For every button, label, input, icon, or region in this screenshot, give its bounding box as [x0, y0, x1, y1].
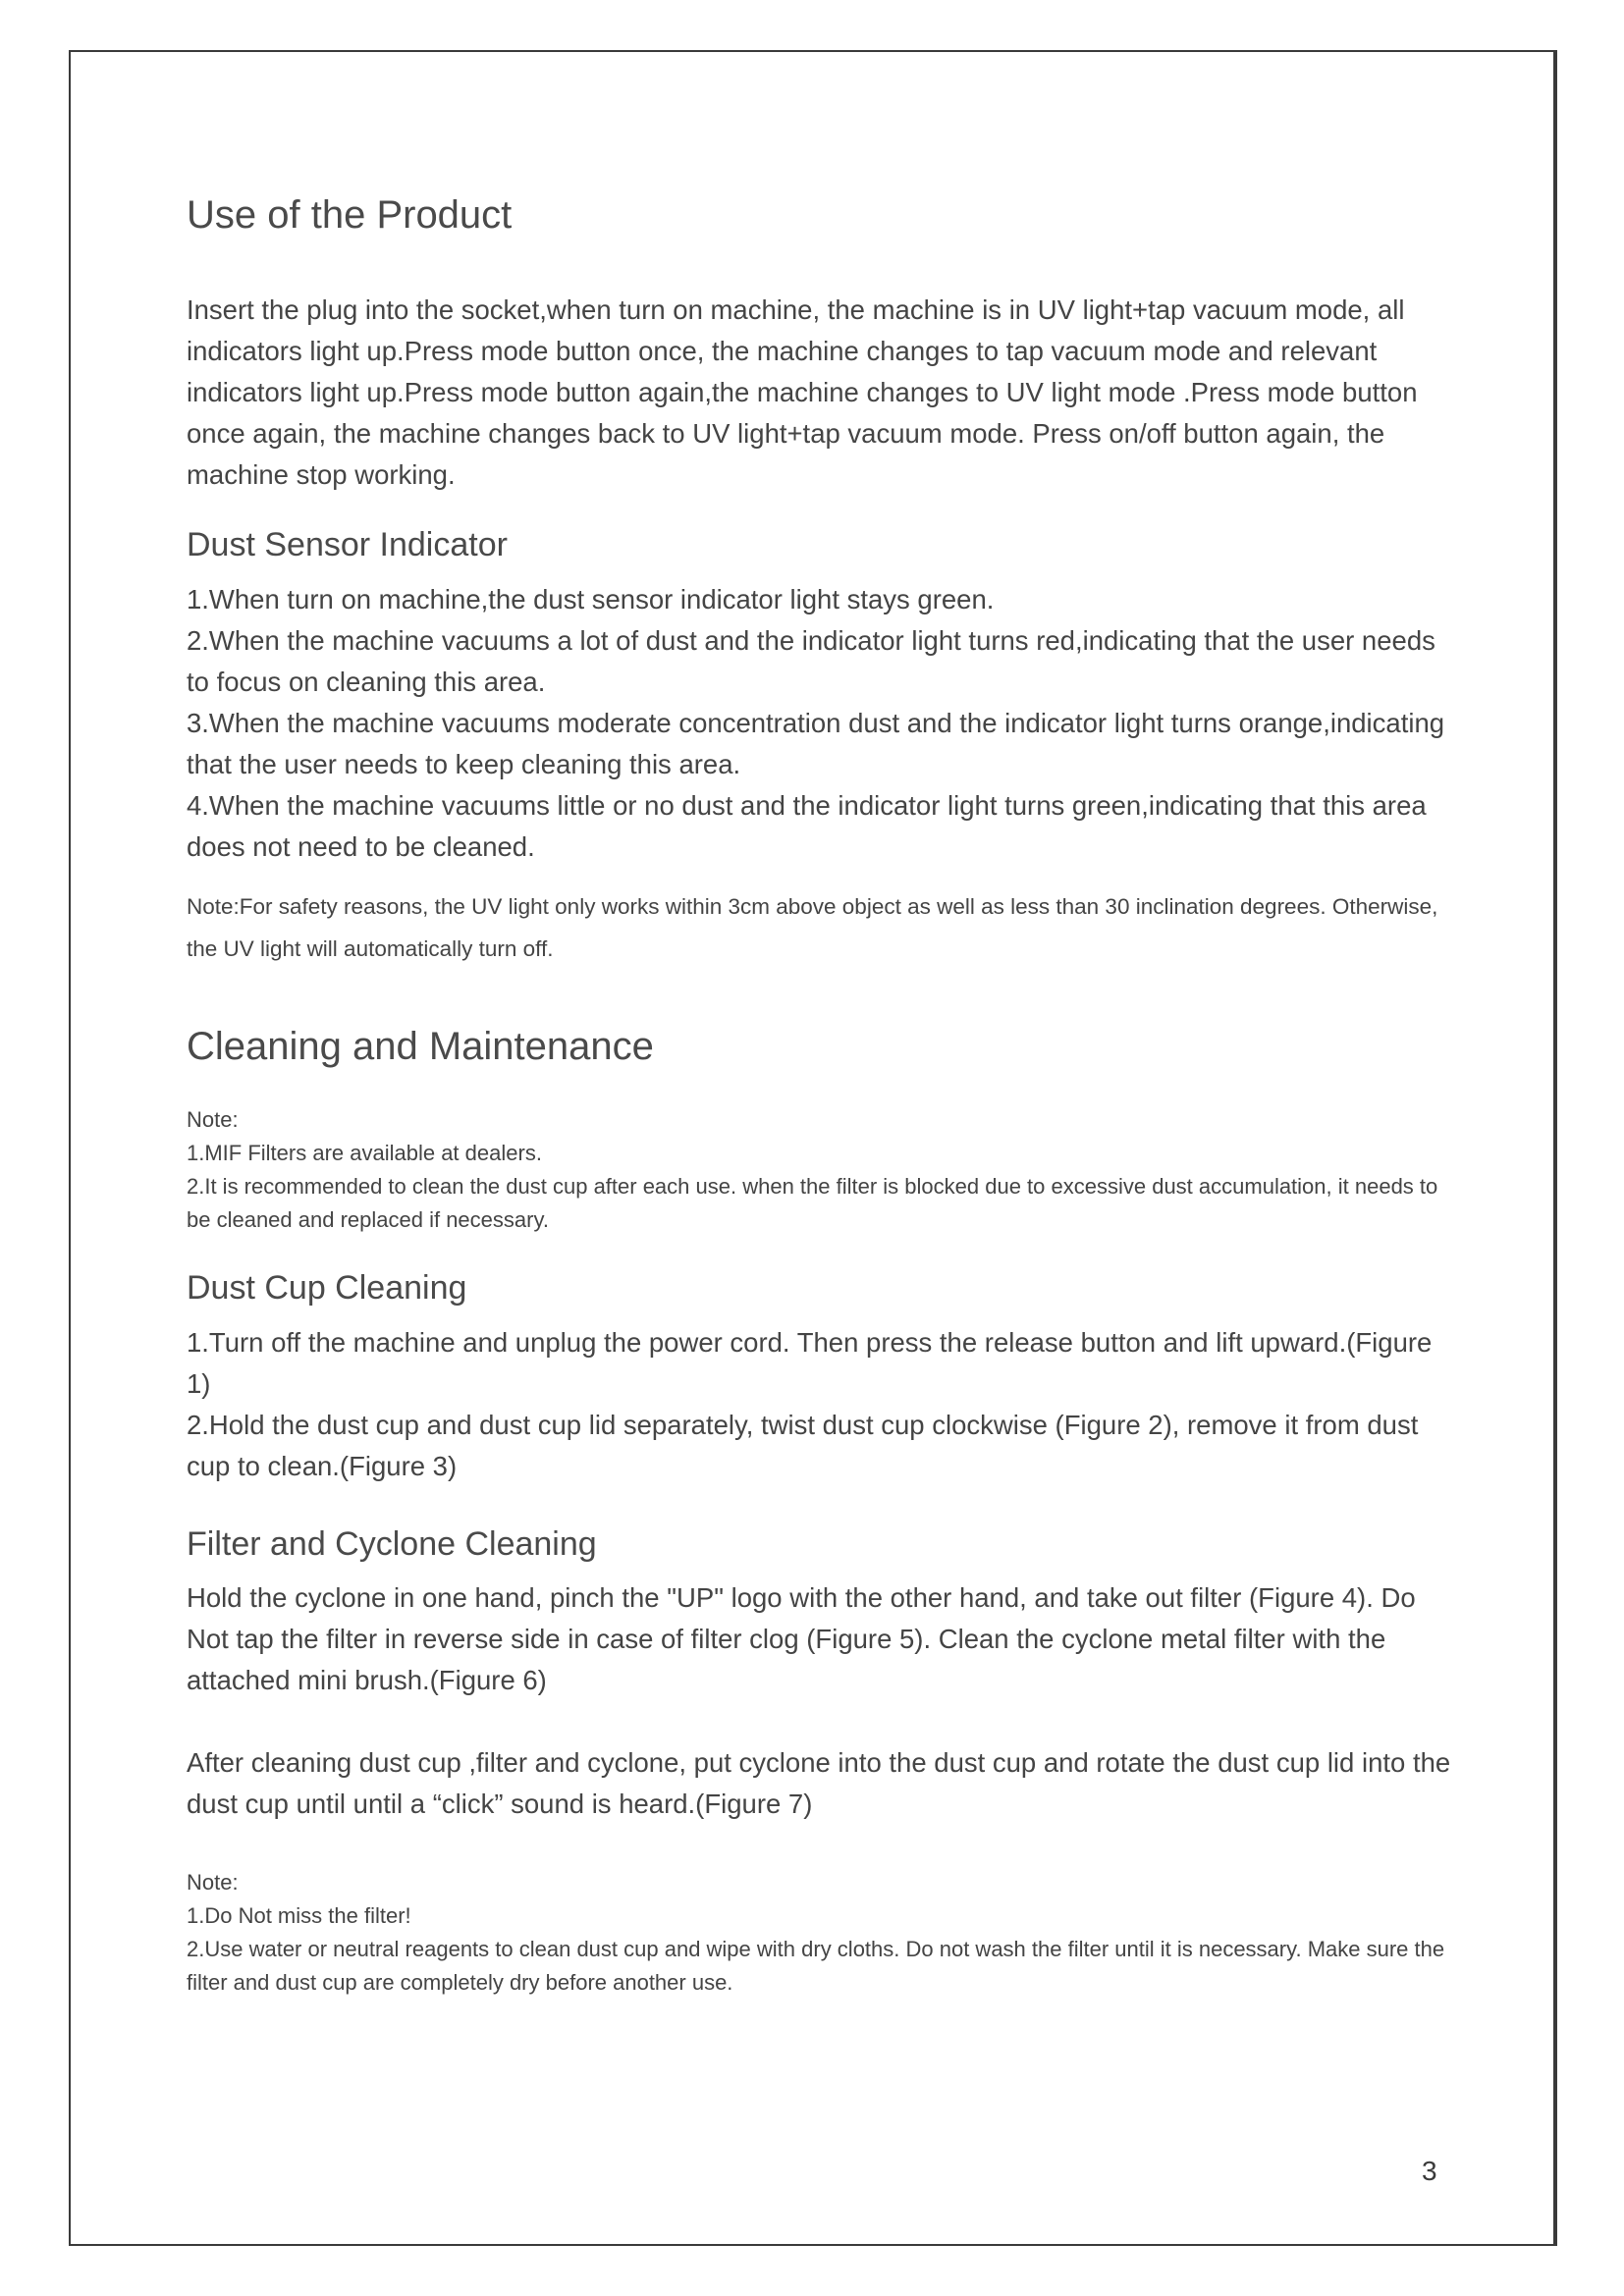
page-content	[187, 191, 1463, 2000]
dust-cup-list	[187, 1322, 1463, 1487]
dust-sensor-item-3: 3.When the machine vacuums moderate concentration dust and the indicator light turns orange,indicating that the user needs to keep cleaning this area.	[187, 707, 1445, 779]
dust-cup-item-2: 2.Hold the dust cup and dust cup lid separately, twist dust cup clockwise (Figure 2), remove it from dust cup to clean.(Figure 3)	[187, 1409, 1419, 1481]
dust-sensor-item-1: 1.When turn on machine,the dust sensor indicator light stays green.	[187, 583, 995, 614]
dust-cup-heading: Dust Cup Cleaning	[187, 1268, 467, 1307]
cleaning-maintenance-heading: Cleaning and Maintenance	[187, 1024, 654, 1068]
cleaning-note-label: Note:	[187, 1106, 239, 1132]
filter-note-1: 1.Do Not miss the filter!	[187, 1903, 411, 1929]
dust-sensor-item-4: 4.When the machine vacuums little or no dust and the indicator light turns green,indicating that this area does not need to be cleaned.	[187, 789, 1427, 862]
filter-cyclone-paragraph-1: Hold the cyclone in one hand, pinch the "UP" logo with the other hand, and take out filter (Figure 4). Do Not tap the filter in reverse side in case of filter clog (Figure 5). Clean the cyclone metal filter with the attached mini brush.(Figure 6)	[187, 1582, 1416, 1696]
cleaning-notes	[187, 1103, 1463, 1237]
page-number: 3	[1422, 2156, 1437, 2186]
use-of-product-paragraph: Insert the plug into the socket,when turn on machine, the machine is in UV light+tap vacuum mode, all indicators light up.Press mode button once, the machine changes to tap vacuum mode and relevant indicators light up.Press mode button again,the machine changes to UV light mode .Press mode button once again, the machine changes back to UV light+tap vacuum mode. Press on/off button again, the machine stop working.	[187, 294, 1418, 490]
filter-note-2: 2.Use water or neutral reagents to clean dust cup and wipe with dry cloths. Do not wash the filter until it is necessary. Make sure the filter and dust cup are completely dry before another use.	[187, 1937, 1445, 1996]
cleaning-note-2: 2.It is recommended to clean the dust cup after each use. when the filter is blocked due to excessive dust accumulation, it needs to be cleaned and replaced if necessary.	[187, 1173, 1438, 1232]
filter-notes	[187, 1866, 1463, 2000]
dust-sensor-list	[187, 579, 1463, 868]
cleaning-note-1: 1.MIF Filters are available at dealers.	[187, 1140, 542, 1165]
use-of-product-heading: Use of the Product	[187, 193, 513, 237]
dust-sensor-heading: Dust Sensor Indicator	[187, 526, 508, 563]
dust-sensor-item-2: 2.When the machine vacuums a lot of dust and the indicator light turns red,indicating that the user needs to focus on cleaning this area.	[187, 624, 1435, 697]
filter-cyclone-heading: Filter and Cyclone Cleaning	[187, 1524, 597, 1563]
filter-note-label: Note:	[187, 1870, 239, 1896]
filter-cyclone-paragraph-2: After cleaning dust cup ,filter and cyclone, put cyclone into the dust cup and rotate the dust cup lid into the dust cup until until a “click” sound is heard.(Figure 7)	[187, 1747, 1451, 1820]
uv-safety-note: Note:For safety reasons, the UV light only works within 3cm above object as well as less than 30 inclination degrees. Otherwise, the UV light will automatically turn off.	[187, 893, 1438, 961]
dust-cup-item-1: 1.Turn off the machine and unplug the power cord. Then press the release button and lift upward.(Figure 1)	[187, 1326, 1433, 1399]
